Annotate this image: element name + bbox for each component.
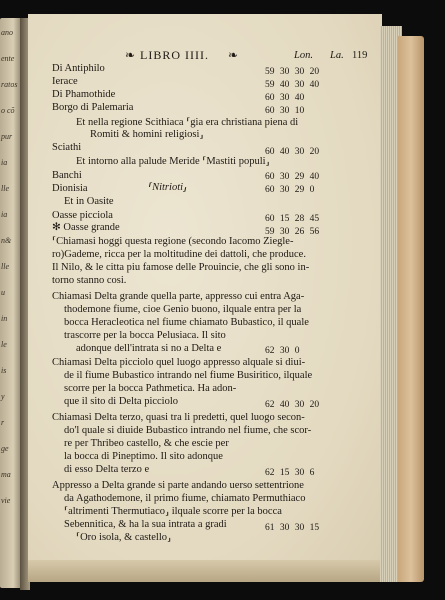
- text-line: Et nella regione Scithiaca ⸢gia era christiana piena di: [76, 117, 299, 128]
- coordinate-values: 59 30 30 20: [265, 67, 320, 77]
- left-page-text-fragment: pur: [1, 132, 13, 141]
- text-line: Sebennitica, & ha la sua intrata a gradi: [64, 519, 227, 530]
- text-line: adonque dell'intrata si no a Delta e: [76, 343, 222, 354]
- coordinate-values: 60 40 30 20: [265, 147, 320, 157]
- text-line: ✻ Oasse grande: [52, 222, 120, 233]
- left-page-text-fragment: ano: [1, 28, 13, 37]
- text-line: ⸢Oro isola, & castello⸥: [76, 532, 172, 543]
- text-line: Banchi: [52, 170, 82, 181]
- running-title: LIBRO IIII.: [140, 48, 209, 62]
- text-line: scorre per la bocca Pathmetica. Ha adon-: [64, 383, 237, 394]
- left-page-text-fragment: ente: [1, 54, 15, 63]
- text-line: Dionisia: [52, 183, 88, 194]
- text-line: Romiti & homini religiosi⸥: [90, 129, 204, 140]
- text-line: do'l quale si diuide Bubastico intrando nel fiume, che scor-: [64, 425, 312, 436]
- text-line: Borgo di Palemaria: [52, 102, 134, 113]
- coordinate-values: 60 30 40: [265, 93, 305, 103]
- page-bottom-stain: [28, 560, 382, 582]
- left-page-text-fragment: ma: [1, 470, 11, 479]
- text-line: Sciathi: [52, 142, 82, 153]
- text-line: torno stanno cosi.: [52, 275, 127, 286]
- left-page-text-fragment: n&: [1, 236, 12, 245]
- column-header-la: La.: [330, 50, 344, 61]
- text-line: Chiamasi Delta terzo, quasi tra li predetti, quel luogo secon-: [52, 412, 305, 423]
- left-page-edge: [0, 18, 22, 588]
- left-page-text-fragment: u: [1, 288, 5, 297]
- text-line: de il fiume Bubastico intrando nel fiume Busiritico, ilquale: [64, 370, 313, 381]
- text-line: Il Nilo, & le citta piu famose delle Prouincie, che gli sono in-: [52, 262, 310, 273]
- left-page-text-fragment: o cõ: [1, 106, 15, 115]
- coordinate-values: 62 30 0: [265, 346, 300, 356]
- text-line: Appresso a Delta grande si parte andando uerso settentrione: [52, 480, 304, 491]
- coordinate-values: 60 30 29 0: [265, 185, 315, 195]
- left-page-text-fragment: ratos: [1, 80, 18, 89]
- coordinate-values: 60 30 29 40: [265, 172, 320, 182]
- text-line: Oasse picciola: [52, 210, 113, 221]
- running-title-ornament-right: ❧: [228, 48, 240, 62]
- coordinate-values: 62 15 30 6: [265, 468, 315, 478]
- text-line: trascorre per la bocca Pelusiaca. Il sito: [64, 330, 226, 341]
- left-page-text-fragment: ia: [1, 158, 8, 167]
- text-line: Di Phamothide: [52, 89, 116, 100]
- column-header-lon: Lon.: [294, 50, 313, 61]
- text-line: Ierace: [52, 76, 78, 87]
- left-page-text-fragment: y: [1, 392, 5, 401]
- text-line: ⸢altrimenti Thermutiaco⸥ ilquale scorre per la bocca: [64, 506, 282, 517]
- text-line: Et in Oasite: [64, 196, 114, 207]
- coordinate-values: 60 15 28 45: [265, 214, 320, 224]
- left-page-text-fragment: le: [1, 340, 7, 349]
- text-line: re per Thribeo castello, & che escie per: [64, 438, 229, 449]
- running-title-ornament-left: ❧: [125, 48, 137, 62]
- book-cover-edge: [398, 36, 424, 582]
- text-line: bocca Heracleotica nel fiume chiamato Bubastico, il quale: [64, 317, 309, 328]
- text-line: Chiamasi Delta grande quella parte, appresso cui entra Aga-: [52, 291, 305, 302]
- text-line: di esso Delta terzo e: [64, 464, 150, 475]
- left-page-text-fragment: ia: [1, 210, 8, 219]
- coordinate-values: 62 40 30 20: [265, 400, 320, 410]
- coordinate-values: 59 30 26 56: [265, 227, 320, 237]
- left-page-text-fragment: lle: [1, 262, 9, 271]
- left-page-text-fragment: lle: [1, 184, 9, 193]
- coordinate-values: 61 30 30 15: [265, 523, 320, 533]
- text-line: Di Antiphilo: [52, 63, 105, 74]
- text-line: ro)Gademe, ricca per la moltitudine dei dattoli, che produce.: [52, 249, 306, 260]
- text-line: que il sito di Delta picciolo: [64, 396, 179, 407]
- text-line: da Agathodemone, il primo fiume, chiamato Permuthiaco: [64, 493, 306, 504]
- left-page-text-fragment: r: [1, 418, 5, 427]
- bracket-note: ⸢Nitrioti⸥: [148, 182, 188, 193]
- text-line: Chiamasi Delta picciolo quel luogo appresso alquale si diui-: [52, 357, 306, 368]
- text-line: Et intorno alla palude Meride ⸢Mastiti populi⸥: [76, 156, 270, 167]
- page-number: 119: [352, 50, 368, 61]
- text-line: ⸢Chiamasi hoggi questa regione (secondo Iacomo Ziegle-: [52, 236, 294, 247]
- left-page-text-fragment: ge: [1, 444, 9, 453]
- left-page-text-fragment: in: [1, 314, 8, 323]
- text-line: thodemone fiume, cioe Genio buono, ilquale entra per la: [64, 304, 302, 315]
- coordinate-values: 60 30 10: [265, 106, 305, 116]
- coordinate-values: 59 40 30 40: [265, 80, 320, 90]
- text-line: la bocca di Pineptimo. Il sito adonque: [64, 451, 223, 462]
- left-page-text-fragment: is: [1, 366, 7, 375]
- left-page-text-fragment: vie: [1, 496, 11, 505]
